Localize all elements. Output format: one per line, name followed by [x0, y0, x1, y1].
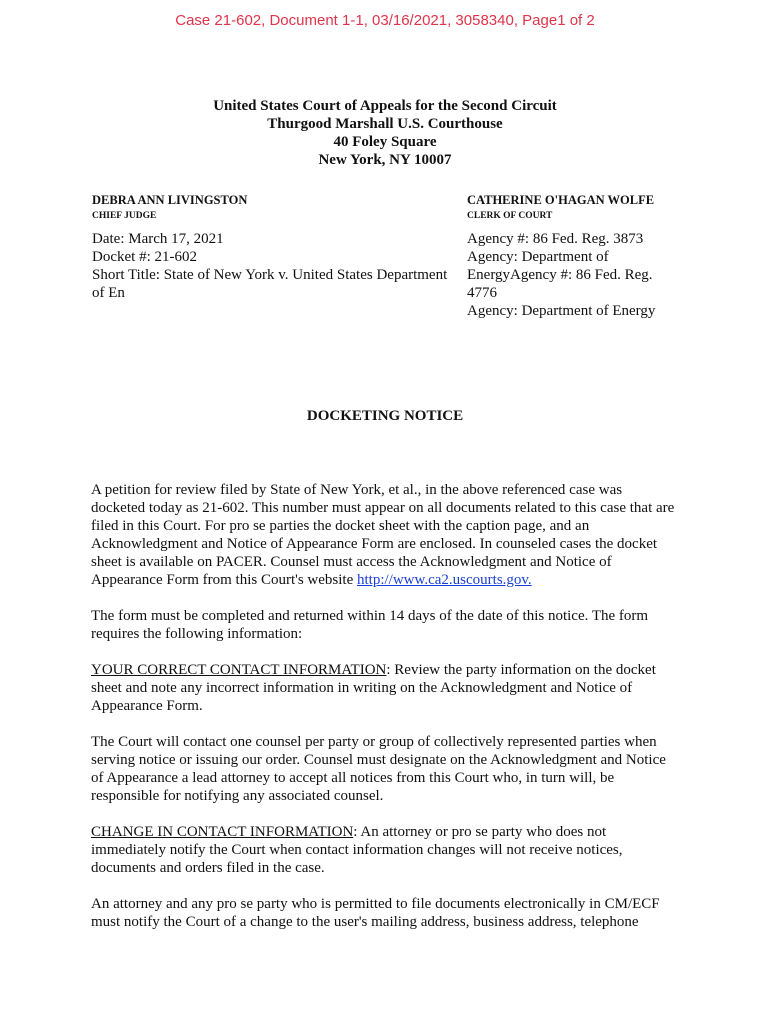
paragraph-petition [91, 481, 691, 589]
text-line: filed in this Court. For pro se parties the docket sheet with the caption page, and an [91, 518, 590, 534]
court-website-link[interactable]: http://www.ca2.uscourts.gov. [356, 572, 532, 588]
agency-line-1: Agency #: 86 Fed. Reg. 3873 [467, 231, 644, 247]
text-line: of Appearance a lead attorney to accept all notices from this Court who, in turn will, be [91, 770, 615, 786]
text-line [91, 823, 691, 841]
agency-line-2: Agency: Department of [467, 249, 609, 265]
text-line [91, 571, 691, 589]
agency-line-5: Agency: Department of Energy [467, 303, 656, 319]
clerk-title: CLERK OF COURT [467, 211, 553, 221]
court-city: New York, NY 10007 [318, 152, 452, 168]
text-line: immediately notify the Court when contact information changes will not receive notices, [91, 842, 623, 858]
text-fragment: : Review the party information on the docket [386, 662, 656, 678]
paragraph-cm-ecf [91, 895, 691, 931]
chief-judge-title: CHIEF JUDGE [92, 211, 157, 221]
paragraph-form-deadline [91, 607, 691, 643]
text-line: The Court will contact one counsel per party or group of collectively represented parties when [91, 734, 657, 750]
clerk-name: CATHERINE O'HAGAN WOLFE [467, 193, 655, 207]
text-line: docketed today as 21-602. This number must appear on all documents related to this case that are [91, 500, 675, 516]
text-fragment: Appearance Form from this Court's website [91, 572, 357, 588]
court-name: United States Court of Appeals for the Second Circuit [213, 98, 557, 114]
short-title-line-2: of En [92, 285, 125, 301]
text-line: sheet is available on PACER. Counsel must access the Acknowledgment and Notice of [91, 554, 612, 570]
text-line: Appearance Form. [91, 698, 203, 714]
paragraph-lead-counsel [91, 733, 691, 805]
text-line: serving notice or issuing our order. Counsel must designate on the Acknowledgment and Notice [91, 752, 666, 768]
docket-number: Docket #: 21-602 [92, 249, 197, 265]
notice-body [91, 481, 691, 949]
agency-meta [467, 230, 757, 320]
paragraph-change-contact [91, 823, 691, 877]
text-line: The form must be completed and returned within 14 days of the date of this notice. The form [91, 608, 649, 624]
short-title-line-1: Short Title: State of New York v. United States Department [92, 267, 448, 283]
text-line: requires the following information: [91, 626, 303, 642]
right-column [467, 193, 757, 320]
agency-line-4: 4776 [467, 285, 497, 301]
notice-date: Date: March 17, 2021 [92, 231, 224, 247]
court-address-block [0, 97, 770, 169]
text-line: Acknowledgment and Notice of Appearance Form are enclosed. In counseled cases the docket [91, 536, 658, 552]
text-line: A petition for review filed by State of New York, et al., in the above referenced case was [91, 482, 623, 498]
text-line: sheet and note any incorrect information in writing on the Acknowledgment and Notice of [91, 680, 633, 696]
left-column [92, 193, 472, 302]
paragraph-contact-info [91, 661, 691, 715]
chief-judge-name: DEBRA ANN LIVINGSTON [92, 193, 248, 207]
text-line: documents and orders filed in the case. [91, 860, 325, 876]
courthouse-name: Thurgood Marshall U.S. Courthouse [267, 116, 503, 132]
case-header: Case 21-602, Document 1-1, 03/16/2021, 3058340, Page1 of 2 [175, 12, 595, 29]
text-line: An attorney and any pro se party who is permitted to file documents electronically in CM/ECF [91, 896, 660, 912]
court-street: 40 Foley Square [333, 134, 437, 150]
change-contact-heading: CHANGE IN CONTACT INFORMATION [91, 824, 354, 840]
case-meta [92, 230, 472, 302]
agency-line-3: EnergyAgency #: 86 Fed. Reg. [467, 267, 653, 283]
notice-title: DOCKETING NOTICE [306, 408, 464, 424]
text-line: responsible for notifying any associated counsel. [91, 788, 384, 804]
text-line [91, 661, 691, 679]
text-line: must notify the Court of a change to the user's mailing address, business address, telephone [91, 914, 639, 930]
contact-info-heading: YOUR CORRECT CONTACT INFORMATION [91, 662, 387, 678]
text-fragment: : An attorney or pro se party who does not [353, 824, 607, 840]
